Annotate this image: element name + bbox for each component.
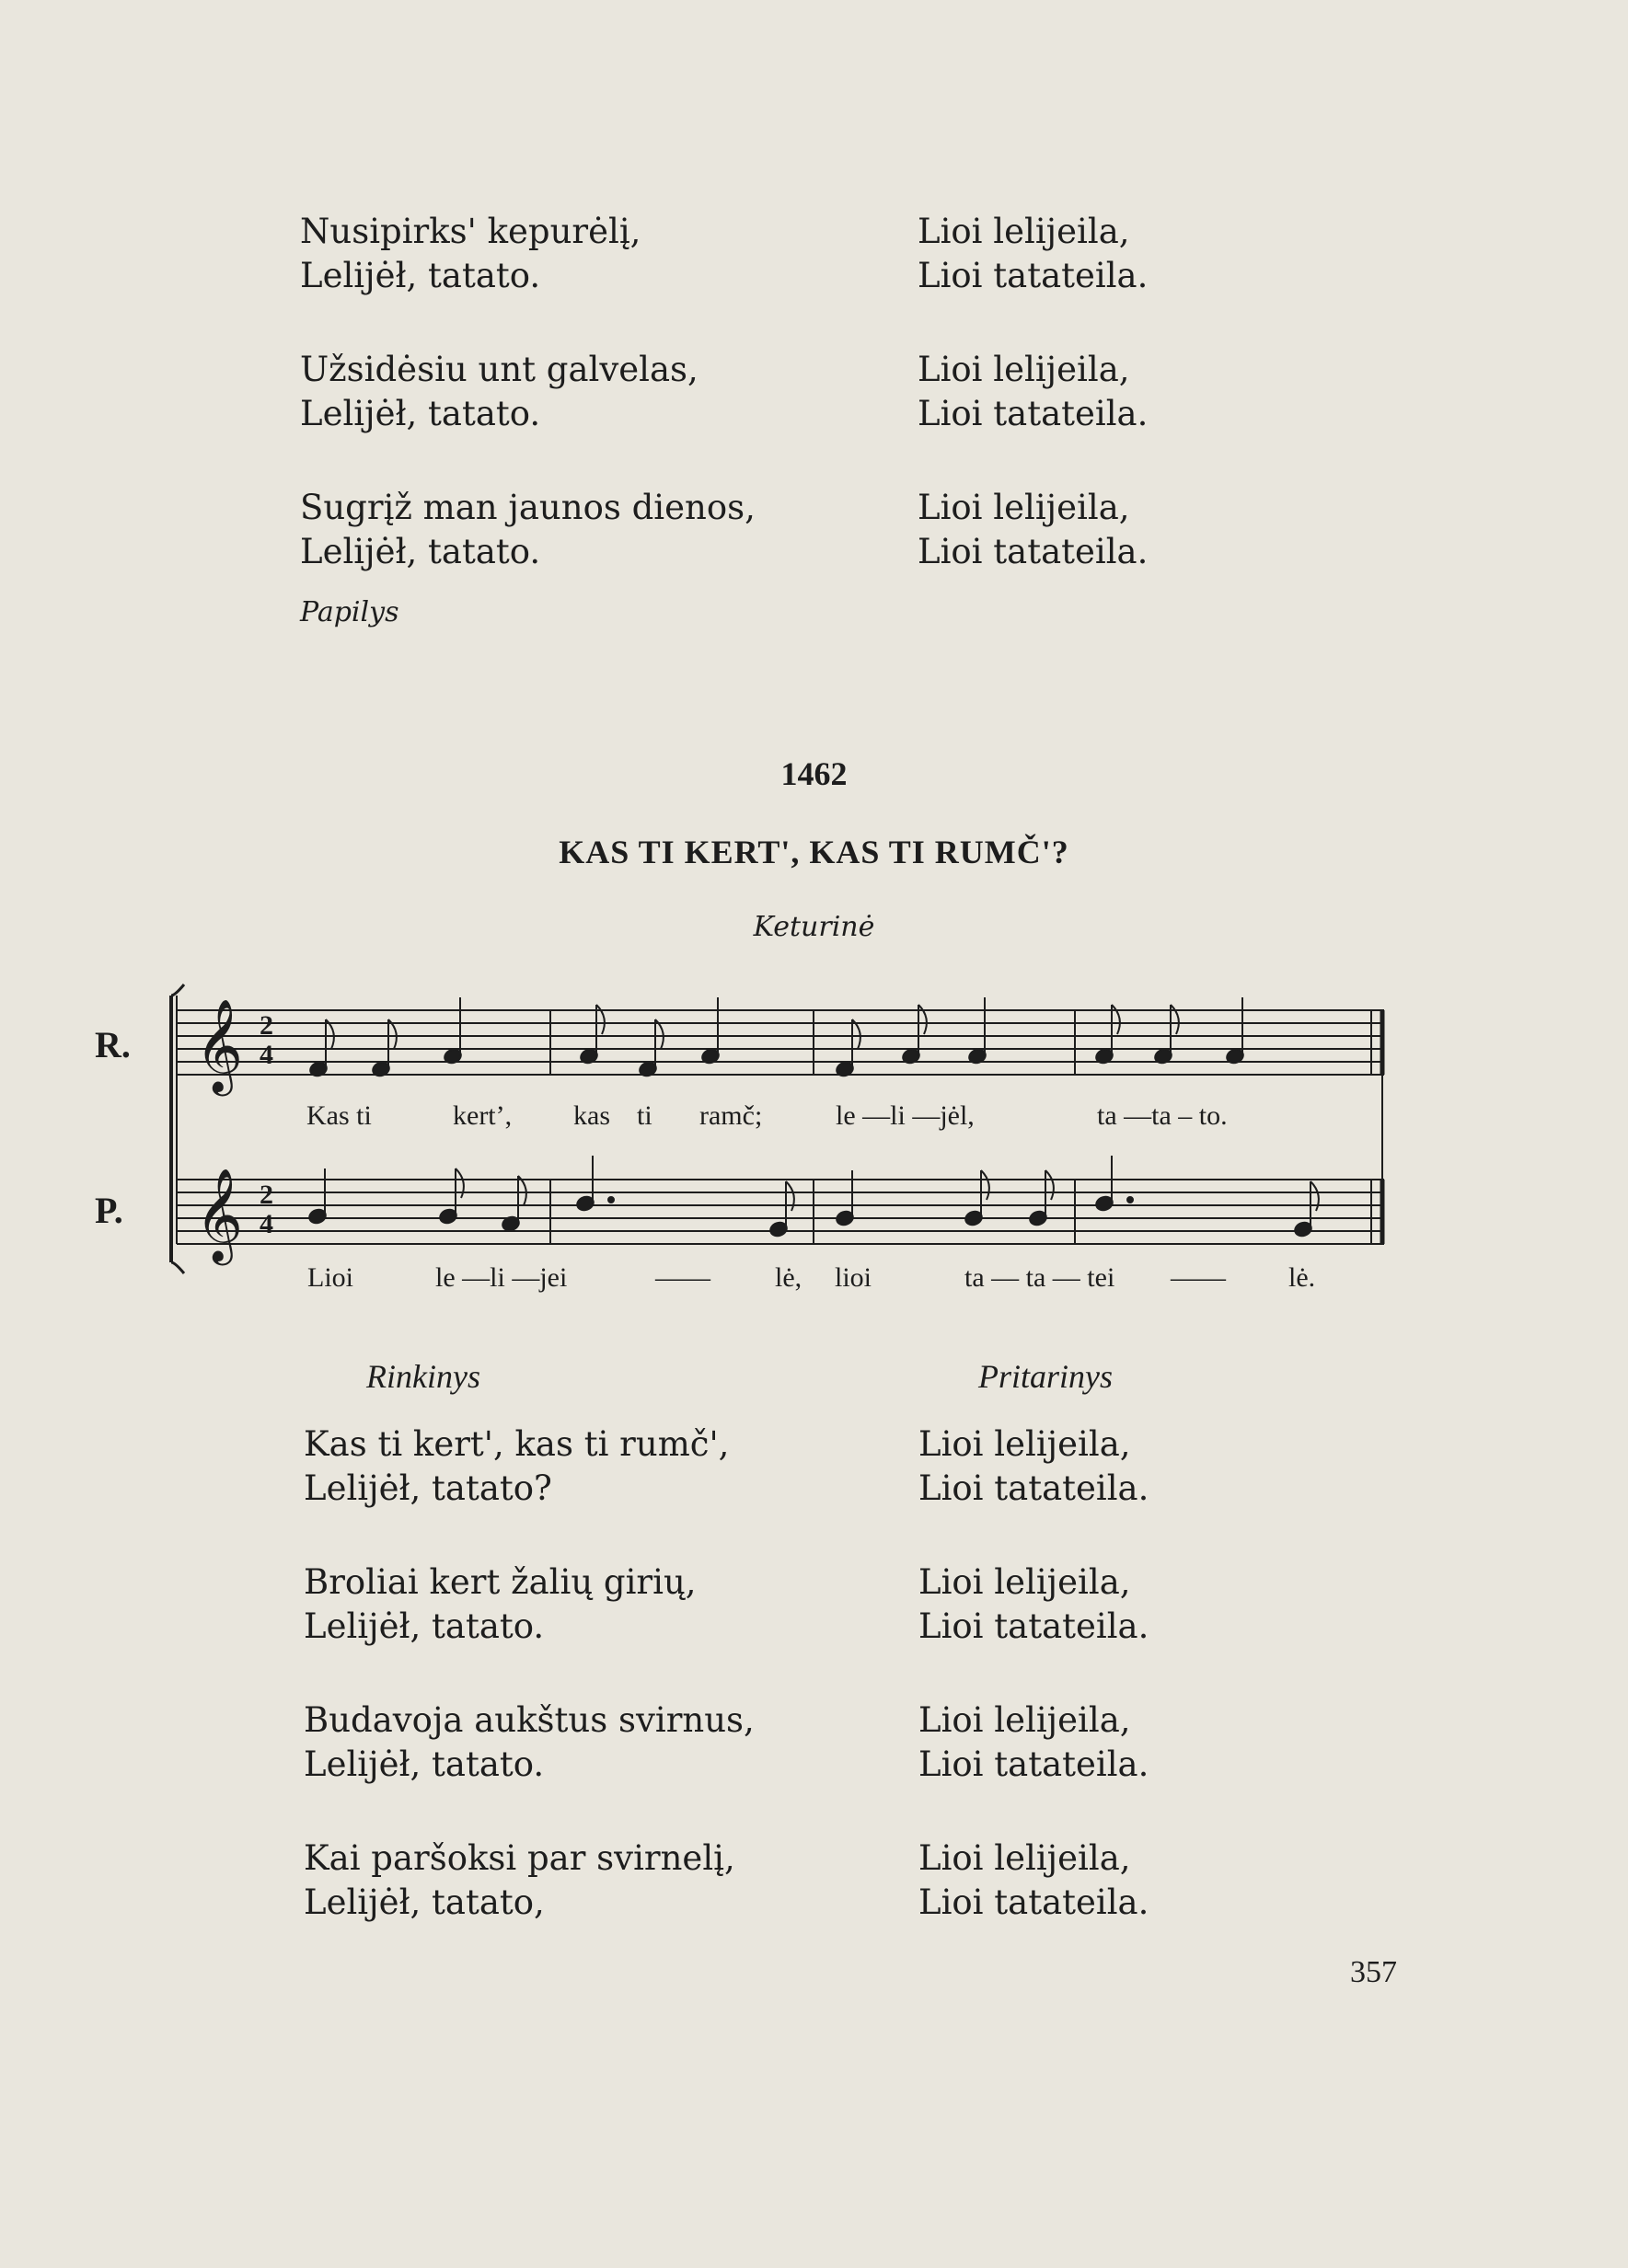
refrain-line: Lioi lelijeila,	[918, 1562, 1131, 1602]
refrain-line: Lioi tatateila.	[918, 1744, 1149, 1784]
voice-label-r: R.	[95, 1024, 131, 1065]
lyric-syllable: ti	[637, 1100, 652, 1131]
refrain-line: Lioi tatateila.	[918, 1468, 1149, 1508]
verse-line: Lelijėł, tatato.	[300, 532, 541, 571]
lyric-syllable: Kas ti	[306, 1100, 372, 1131]
refrain-line: Lioi lelijeila,	[918, 488, 1130, 527]
bottom-verse-2-left	[304, 1560, 697, 1649]
verse-line: Budavoja aukštus svirnus,	[304, 1700, 755, 1740]
bottom-verse-1-right	[918, 1422, 1149, 1511]
page-number: 357	[1350, 1955, 1397, 1989]
staff-r	[177, 1010, 1384, 1075]
refrain-line: Lioi lelijeila,	[918, 212, 1130, 251]
bottom-verse-3-right	[918, 1698, 1149, 1787]
lyric-syllable: kas	[573, 1100, 610, 1131]
refrain-line: Lioi tatateila.	[918, 256, 1149, 295]
lyric-syllable: Lioi	[307, 1262, 353, 1293]
time-sig-bottom-p: 4	[260, 1209, 273, 1239]
treble-clef-r: 𝄞	[195, 997, 244, 1092]
verse-line: Lelijėł, tatato.	[300, 256, 541, 295]
song-title: KAS TI KERT', KAS TI RUMČ'?	[559, 834, 1069, 870]
verse-line: Lelijėł, tatato.	[300, 394, 541, 433]
time-sig-top-p: 2	[260, 1180, 273, 1210]
header-pritarinys: Pritarinys	[978, 1358, 1114, 1395]
time-sig-bottom-r: 4	[260, 1040, 273, 1070]
lyric-syllable: lė.	[1288, 1262, 1316, 1293]
barlines-r	[550, 1010, 1382, 1075]
verse-line: Lelijėł, tatato,	[304, 1882, 545, 1922]
refrain-line: Lioi tatateila.	[918, 532, 1149, 571]
refrain-line: Lioi tatateila.	[918, 1606, 1149, 1646]
header-rinkinys: Rinkinys	[366, 1358, 480, 1395]
lyric-syllable: le —li —jei	[435, 1262, 568, 1293]
lyric-syllable: lė,	[775, 1262, 802, 1293]
refrain-line: Lioi lelijeila,	[918, 350, 1130, 389]
bottom-verse-4-right	[918, 1836, 1149, 1925]
lyric-syllable: kert’,	[453, 1100, 513, 1131]
bottom-verse-3-left	[304, 1698, 755, 1787]
lyric-syllable: ——	[655, 1262, 710, 1293]
barlines-p	[550, 1180, 1382, 1244]
verse-line: Lelijėł, tatato.	[304, 1744, 545, 1784]
time-sig-top-r: 2	[260, 1010, 273, 1041]
verse-line: Kai paršoksi par svirnelį,	[304, 1838, 735, 1878]
lyric-syllable: ta — ta — tei	[964, 1262, 1115, 1293]
treble-clef-p: 𝄞	[195, 1167, 244, 1261]
verse-line: Kas ti kert', kas ti rumč',	[304, 1424, 730, 1464]
bottom-verse-4-left	[304, 1836, 735, 1925]
refrain-line: Lioi lelijeila,	[918, 1700, 1131, 1740]
song-form: Keturinė	[753, 911, 875, 943]
verse-line: Lelijėł, tatato.	[304, 1606, 545, 1646]
refrain-line: Lioi lelijeila,	[918, 1424, 1131, 1464]
bottom-verse-2-right	[918, 1560, 1149, 1649]
bottom-verse-1-left	[304, 1422, 729, 1511]
song-number: 1462	[780, 755, 848, 792]
verse-line: Užsidėsiu unt galvelas,	[300, 350, 699, 389]
refrain-line: Lioi lelijeila,	[918, 1838, 1131, 1878]
verse-line: Nusipirks' kepurėlį,	[300, 212, 641, 251]
refrain-line: Lioi tatateila.	[918, 1882, 1149, 1922]
verse-line: Broliai kert žalių girių,	[304, 1562, 697, 1602]
lyric-syllable: ramč;	[699, 1100, 763, 1131]
lyric-syllable: lioi	[835, 1262, 872, 1293]
lyric-syllable: ——	[1171, 1262, 1226, 1293]
refrain-line: Lioi tatateila.	[918, 394, 1149, 433]
source-place: Papilys	[300, 596, 399, 628]
lyric-syllable: le —li —jėl,	[836, 1100, 975, 1131]
verse-line: Sugrįž man jaunos dienos,	[300, 488, 756, 527]
voice-label-p: P.	[95, 1190, 123, 1231]
lyric-syllable: ta —ta – to.	[1097, 1100, 1228, 1131]
verse-line: Lelijėł, tatato?	[304, 1468, 552, 1508]
